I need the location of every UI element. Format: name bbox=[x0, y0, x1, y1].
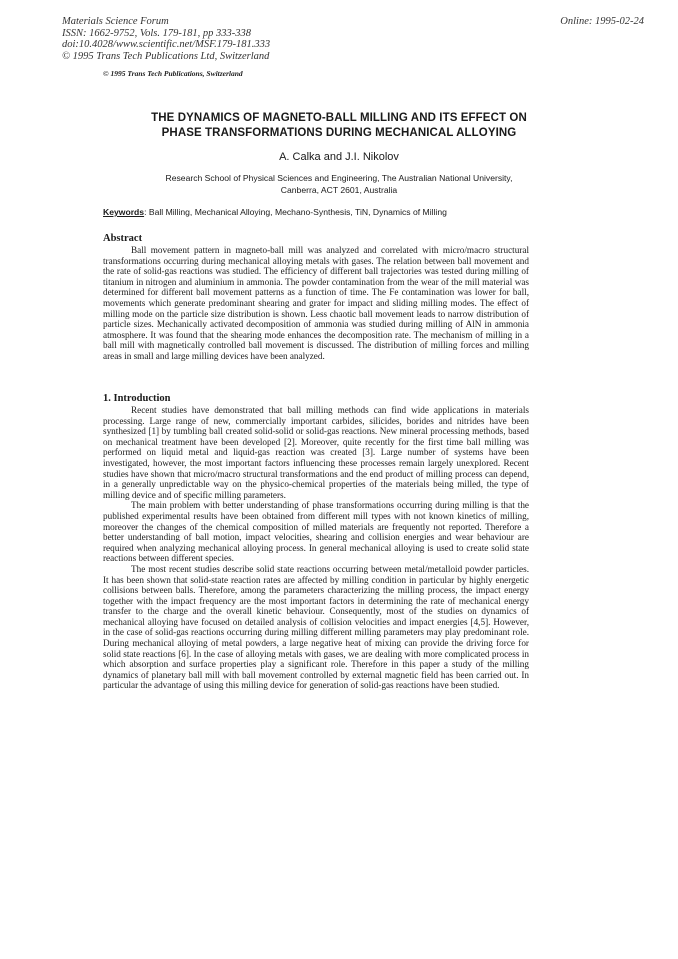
keywords-text: : Ball Milling, Mechanical Alloying, Mechano-Synthesis, TiN, Dynamics of Milling bbox=[144, 207, 447, 217]
keywords-label: Keywords bbox=[103, 207, 145, 217]
intro-paragraph: Recent studies have demonstrated that ball milling methods can find wide applications in materials processing. Large range of new, commercially important carbides, silicides, borides and nitrides have been synthesized [1] by tumbling ball created solid-solid or solid-gas reactions. New mineral processing methods, based on mechanical treatment have been developed [2]. Moreover, quite recently for the first time ball milling was performed on liquid metal and liquid-gas reaction was created [3]. Large number of systems have been investigated, however, the most important factors influencing these processes remain largely unexplored. Recent studies have shown that micro/macro structural transformations and the end product of milling process can depend, in a generally unpredictable way on the physico-chemical properties of the materials being milled, the type of milling device and of specific milling parameters. bbox=[103, 405, 529, 500]
introduction-body bbox=[103, 405, 529, 691]
abstract-paragraph: Ball movement pattern in magneto-ball mill was analyzed and correlated with micro/macro structural transformations occurring during mechanical alloying metals with gases. The relation between ball movement and the rate of solid-gas reactions was studied. The efficiency of different ball trajectories was tested during milling of titanium in nitrogen and aluminium in ammonia. The powder contamination from the wear of the mill material was determined for different ball movement patterns as a function of time. The Fe contamination was lower for ball, movements which generate predominant shearing and grater for impact and sliding milling modes. The effect of milling mode on the particle size distribution is shown. Less chaotic ball movement leads to narrow distribution of particle sizes. Mechanically activated decomposition of ammonia was studied during milling of AlN in ammonia atmosphere. It was found that the shearing mode enhances the decomposition rate. The mechanism of milling in a ball mill with magnetically controlled ball movement is discussed. The distribution of milling forces and milling areas in small and large milling devices have been analyzed. bbox=[103, 245, 529, 361]
introduction-heading: 1. Introduction bbox=[103, 393, 171, 404]
title-line: THE DYNAMICS OF MAGNETO-BALL MILLING AND ITS EFFECT ON bbox=[151, 112, 527, 124]
affiliation-line: Canberra, ACT 2601, Australia bbox=[280, 185, 398, 195]
publisher-copyright: © 1995 Trans Tech Publications, Switzerland bbox=[103, 69, 243, 78]
affiliation-line: Research School of Physical Sciences and Engineering, The Australian National University, bbox=[165, 173, 513, 183]
intro-paragraph: The most recent studies describe solid state reactions occurring between metal/metalloid powder particles. It has been shown that solid-state reaction rates are affected by milling condition in particular by highly energetic collisions between balls. Therefore, among the parameters characterizing the milling process, the impact energy together with the impact frequency are the most important factors in determining the rate of mechanical energy transfer to the charge and the overall kinetic behaviour. Consequently, most of the studies on dynamics of mechanical alloying have focused on detailed analysis of collision velocities and impact energies [4,5]. However, in the case of solid-gas reactions occurring during milling different milling parameters may play predominant role. During mechanical alloying of metal powders, a large negative heat of mixing can provide the driving force for solid state reactions [6]. In the case of alloying metals with gases, we are dealing with more complicated process in which absorption and surface properties play a significant role. Therefore in this paper a study of the milling dynamics of planetary ball mill with ball movement controlled by external magnetic field has been carried out. In particular the advantage of using this milling device for generation of solid-gas reactions have been studied. bbox=[103, 563, 529, 691]
paper-title bbox=[60, 111, 618, 141]
affiliation bbox=[60, 172, 618, 196]
journal-name: Materials Science Forum bbox=[62, 16, 169, 27]
abstract-heading: Abstract bbox=[103, 233, 143, 244]
journal-header bbox=[62, 16, 270, 62]
title-line: PHASE TRANSFORMATIONS DURING MECHANICAL ALLOYING bbox=[161, 127, 517, 139]
keywords bbox=[103, 207, 447, 217]
intro-paragraph: The main problem with better understanding of phase transformations occurring during milling is that the published experimental results have been obtained from different mill types with not known kinetics of milling, moreover the changes of the chemical composition of milled materials are frequently not reported. Therefore a better understanding of ball motion, impact velocities, shearing and collision energies and wear behaviour are required when analyzing mechanical alloying process. In general mechanical alloying is used to create solid state reactions between different species. bbox=[103, 500, 529, 564]
abstract-body bbox=[103, 245, 529, 362]
issn-line: ISSN: 1662-9752, Vols. 179-181, pp 333-338 bbox=[62, 27, 251, 39]
doi-line: doi:10.4028/www.scientific.net/MSF.179-181.333 bbox=[62, 39, 271, 50]
copyright-line: © 1995 Trans Tech Publications Ltd, Switzerland bbox=[62, 50, 270, 62]
authors: A. Calka and J.I. Nikolov bbox=[279, 151, 399, 163]
online-date: Online: 1995-02-24 bbox=[560, 16, 644, 27]
